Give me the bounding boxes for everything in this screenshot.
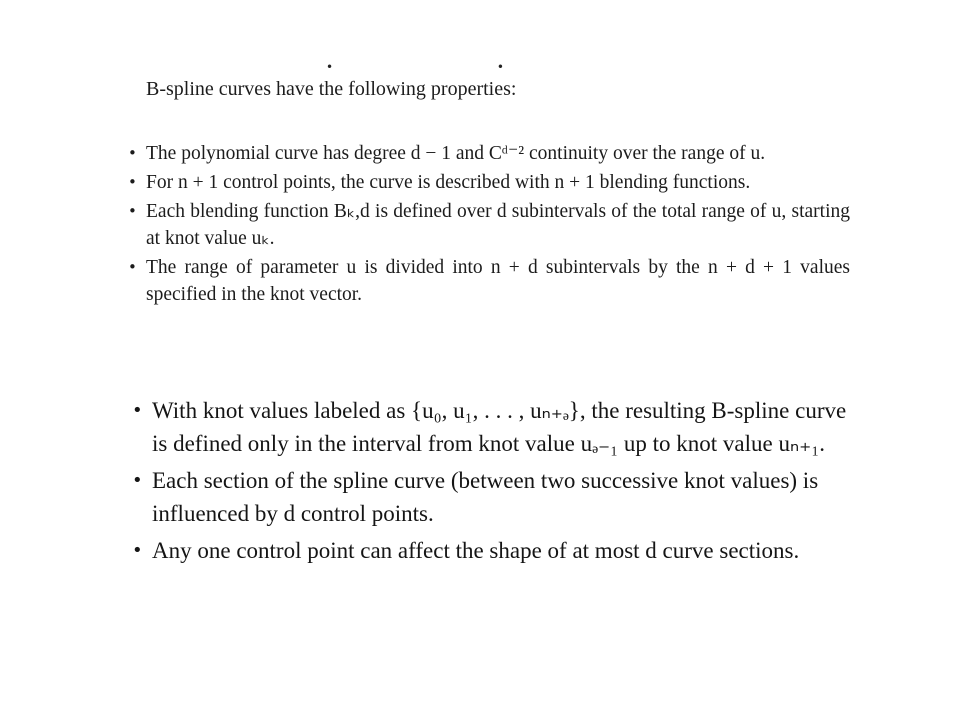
bullet-icon: • bbox=[132, 470, 143, 491]
intro-text: B-spline curves have the following properties: bbox=[146, 78, 517, 100]
list-item bbox=[132, 464, 864, 530]
properties-list-1 bbox=[128, 140, 850, 310]
list-item bbox=[128, 198, 850, 252]
list-item bbox=[132, 394, 864, 460]
list-item bbox=[128, 140, 850, 167]
list-item bbox=[128, 254, 850, 308]
properties-list-2 bbox=[132, 394, 864, 571]
bullet-icon: • bbox=[128, 144, 137, 162]
property-text: With knot values labeled as {u₀, u₁, . . . , uₙ₊ₔ}, the resulting B-spline curve is defined only in the interval from knot value uₔ₋₁ up to knot value uₙ₊₁. bbox=[152, 398, 847, 456]
bullet-icon: • bbox=[128, 173, 137, 191]
property-text: The range of parameter u is divided into n + d subintervals by the n + d + 1 values specified in the knot vector. bbox=[146, 257, 850, 305]
top-marks: • • bbox=[326, 60, 584, 74]
bullet-icon: • bbox=[128, 258, 137, 276]
property-text: For n + 1 control points, the curve is described with n + 1 blending functions. bbox=[146, 172, 751, 193]
list-item bbox=[128, 169, 850, 196]
property-text: The polynomial curve has degree d − 1 and Cᵈ⁻² continuity over the range of u. bbox=[146, 143, 766, 164]
property-text: Each blending function Bₖ,d is defined over d subintervals of the total range of u, starting at knot value uₖ. bbox=[146, 201, 850, 249]
property-text: Any one control point can affect the shape of at most d curve sections. bbox=[152, 538, 800, 563]
property-text: Each section of the spline curve (between two successive knot values) is influenced by d control points. bbox=[152, 468, 819, 526]
list-item bbox=[132, 534, 864, 567]
bullet-icon: • bbox=[132, 400, 143, 421]
bullet-icon: • bbox=[132, 540, 143, 561]
bullet-icon: • bbox=[128, 202, 137, 220]
